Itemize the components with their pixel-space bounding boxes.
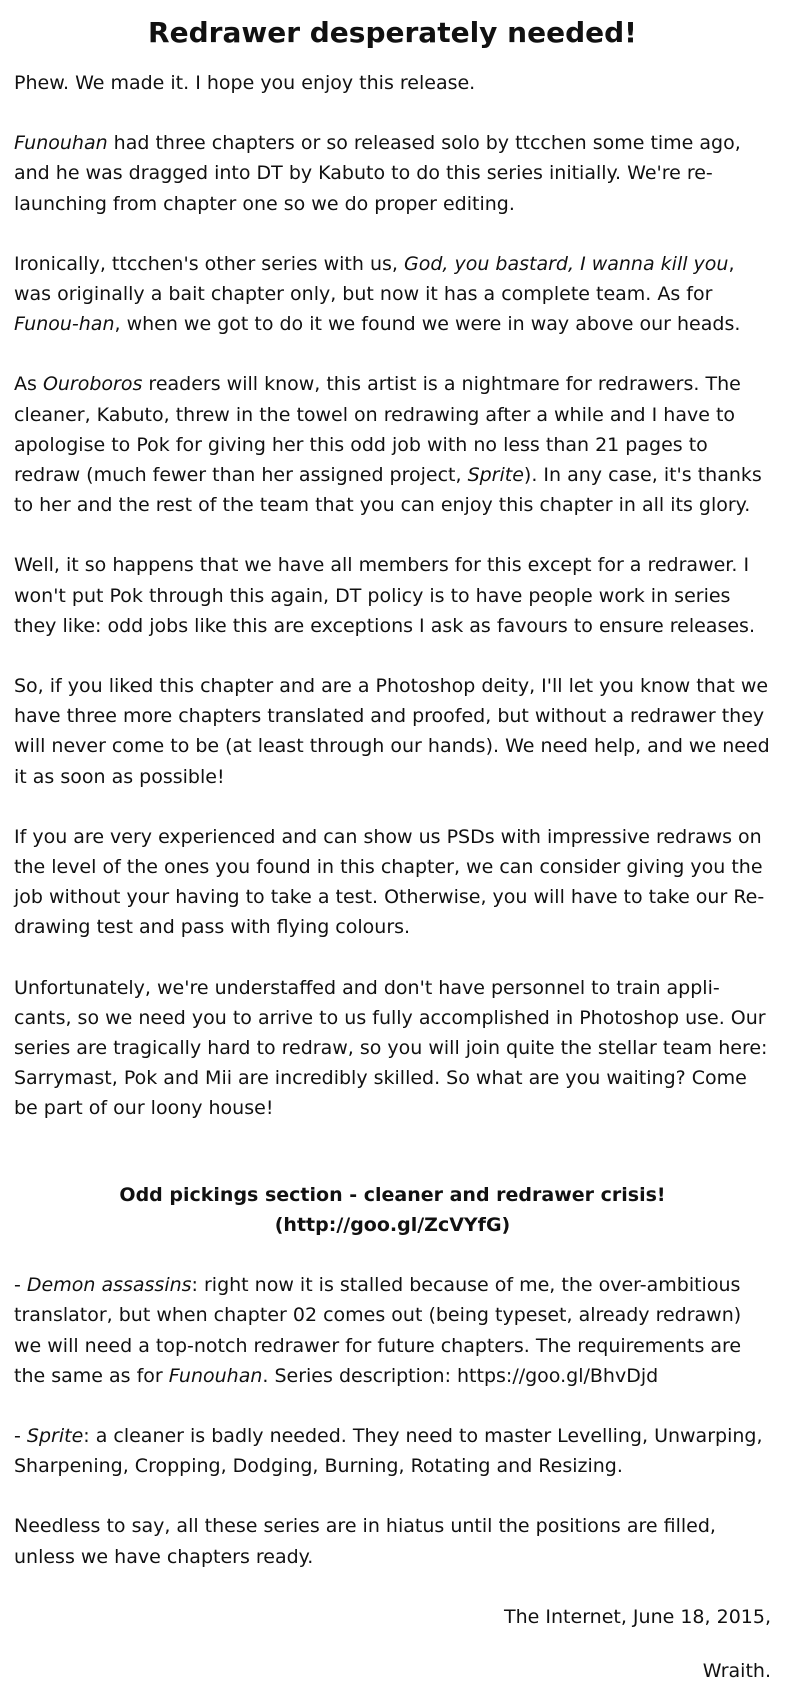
list-item-sprite bbox=[14, 1421, 771, 1481]
series-name: Sprite bbox=[467, 464, 524, 487]
paragraph-photoshop-deity: So, if you liked this chapter and are a Photoshop deity, I'll let you know that we have three more chapters translated and proofed, but without a redrawer they will never come to be (at least through our hands). We need help, and we need it as soon as possible! bbox=[14, 675, 770, 788]
series-name: Ouroboros bbox=[42, 373, 143, 396]
section-heading bbox=[14, 1180, 771, 1240]
list-item-demon-assassins bbox=[14, 1270, 771, 1391]
paragraph-text: As bbox=[14, 373, 43, 396]
paragraph-text: . Series description: https://goo.gl/BhvDjd bbox=[262, 1364, 659, 1387]
signoff-date: The Internet, June 18, 2015, bbox=[504, 1605, 771, 1628]
paragraph-experienced: If you are very experienced and can show us PSDs with impressive redraws on the level of the ones you found in this chapter, we can consider giving you the job without your having to take a test. Otherwise, you will have to take our Re-drawing test and pass with flying colours. bbox=[14, 825, 765, 939]
paragraph-text: : right now it is stalled because of me, the over-ambitious translator, but when chapter 02 comes out (being typeset, already redrawn) we will need a top-notch redrawer for future chapters. The requirements are the same as for bbox=[14, 1274, 742, 1387]
series-name: Demon assassins bbox=[26, 1274, 192, 1297]
paragraph-text: , was originally a bait chapter only, but now it has a complete team. As for bbox=[14, 252, 735, 306]
section-heading-link: (http://goo.gl/ZcVYfG) bbox=[274, 1213, 511, 1236]
paragraph-text: , when we got to do it we found we were in way above our heads. bbox=[114, 313, 741, 336]
list-dash: - bbox=[14, 1274, 27, 1297]
series-name: Funouhan bbox=[14, 132, 108, 155]
paragraph-text: Ironically, ttcchen's other series with us, bbox=[14, 252, 404, 275]
section-heading-text: Odd pickings section - cleaner and redrawer crisis! bbox=[119, 1183, 666, 1206]
paragraph-funouhan-history bbox=[14, 128, 771, 219]
signoff-name: Wraith. bbox=[702, 1659, 771, 1682]
paragraph-hiatus: Needless to say, all these series are in hiatus until the positions are filled, unless we have chapters ready. bbox=[14, 1515, 716, 1568]
list-dash: - bbox=[14, 1424, 27, 1447]
series-name: Funouhan bbox=[168, 1364, 263, 1387]
series-name: God, you bastard, I wanna kill you bbox=[403, 252, 729, 275]
paragraph-text: readers will know, this artist is a nightmare for redrawers. The cleaner, Kabuto, threw in the towel on redrawing after a while and I have to apologise to Pok for giving her this odd job with no less than 21 pages to redraw (much fewer than her assigned project, bbox=[14, 373, 741, 487]
paragraph-members: Well, it so happens that we have all members for this except for a redrawer. I won't put Pok through this again, DT policy is to have people work in series they like: odd jobs like this are exceptions I ask as favours to ensure releases. bbox=[14, 554, 755, 637]
page-title: Redrawer desperately needed! bbox=[148, 16, 637, 49]
paragraph-text: ). In any case, it's thanks to her and the rest of the team that you can enjoy this chapter in all its glory. bbox=[14, 464, 762, 517]
paragraph-ironically bbox=[14, 249, 771, 340]
paragraph-text: : a cleaner is badly needed. They need to master Levelling, Unwarping, Sharpening, Cropping, Dodging, Burning, Rotating and Resizing. bbox=[14, 1424, 763, 1478]
paragraph-ouroboros bbox=[14, 369, 771, 520]
paragraph-intro: Phew. We made it. I hope you enjoy this release. bbox=[14, 72, 476, 94]
series-name: Funou-han bbox=[14, 313, 115, 336]
paragraph-understaffed: Unfortunately, we're understaffed and don't have personnel to train appli-cants, so we need you to arrive to us fully accomplished in Photoshop use. Our series are tragically hard to redraw, so you will join quite the stellar team here: Sarrymast, Pok and Mii are incredibly skilled. So what are you waiting? Come be part of our loony house! bbox=[14, 976, 768, 1120]
series-name: Sprite bbox=[26, 1424, 84, 1447]
paragraph-text: had three chapters or so released solo by ttcchen some time ago, and he was dragged into DT by Kabuto to do this series initially. We're re-launching from chapter one so we do proper editing. bbox=[14, 132, 741, 215]
